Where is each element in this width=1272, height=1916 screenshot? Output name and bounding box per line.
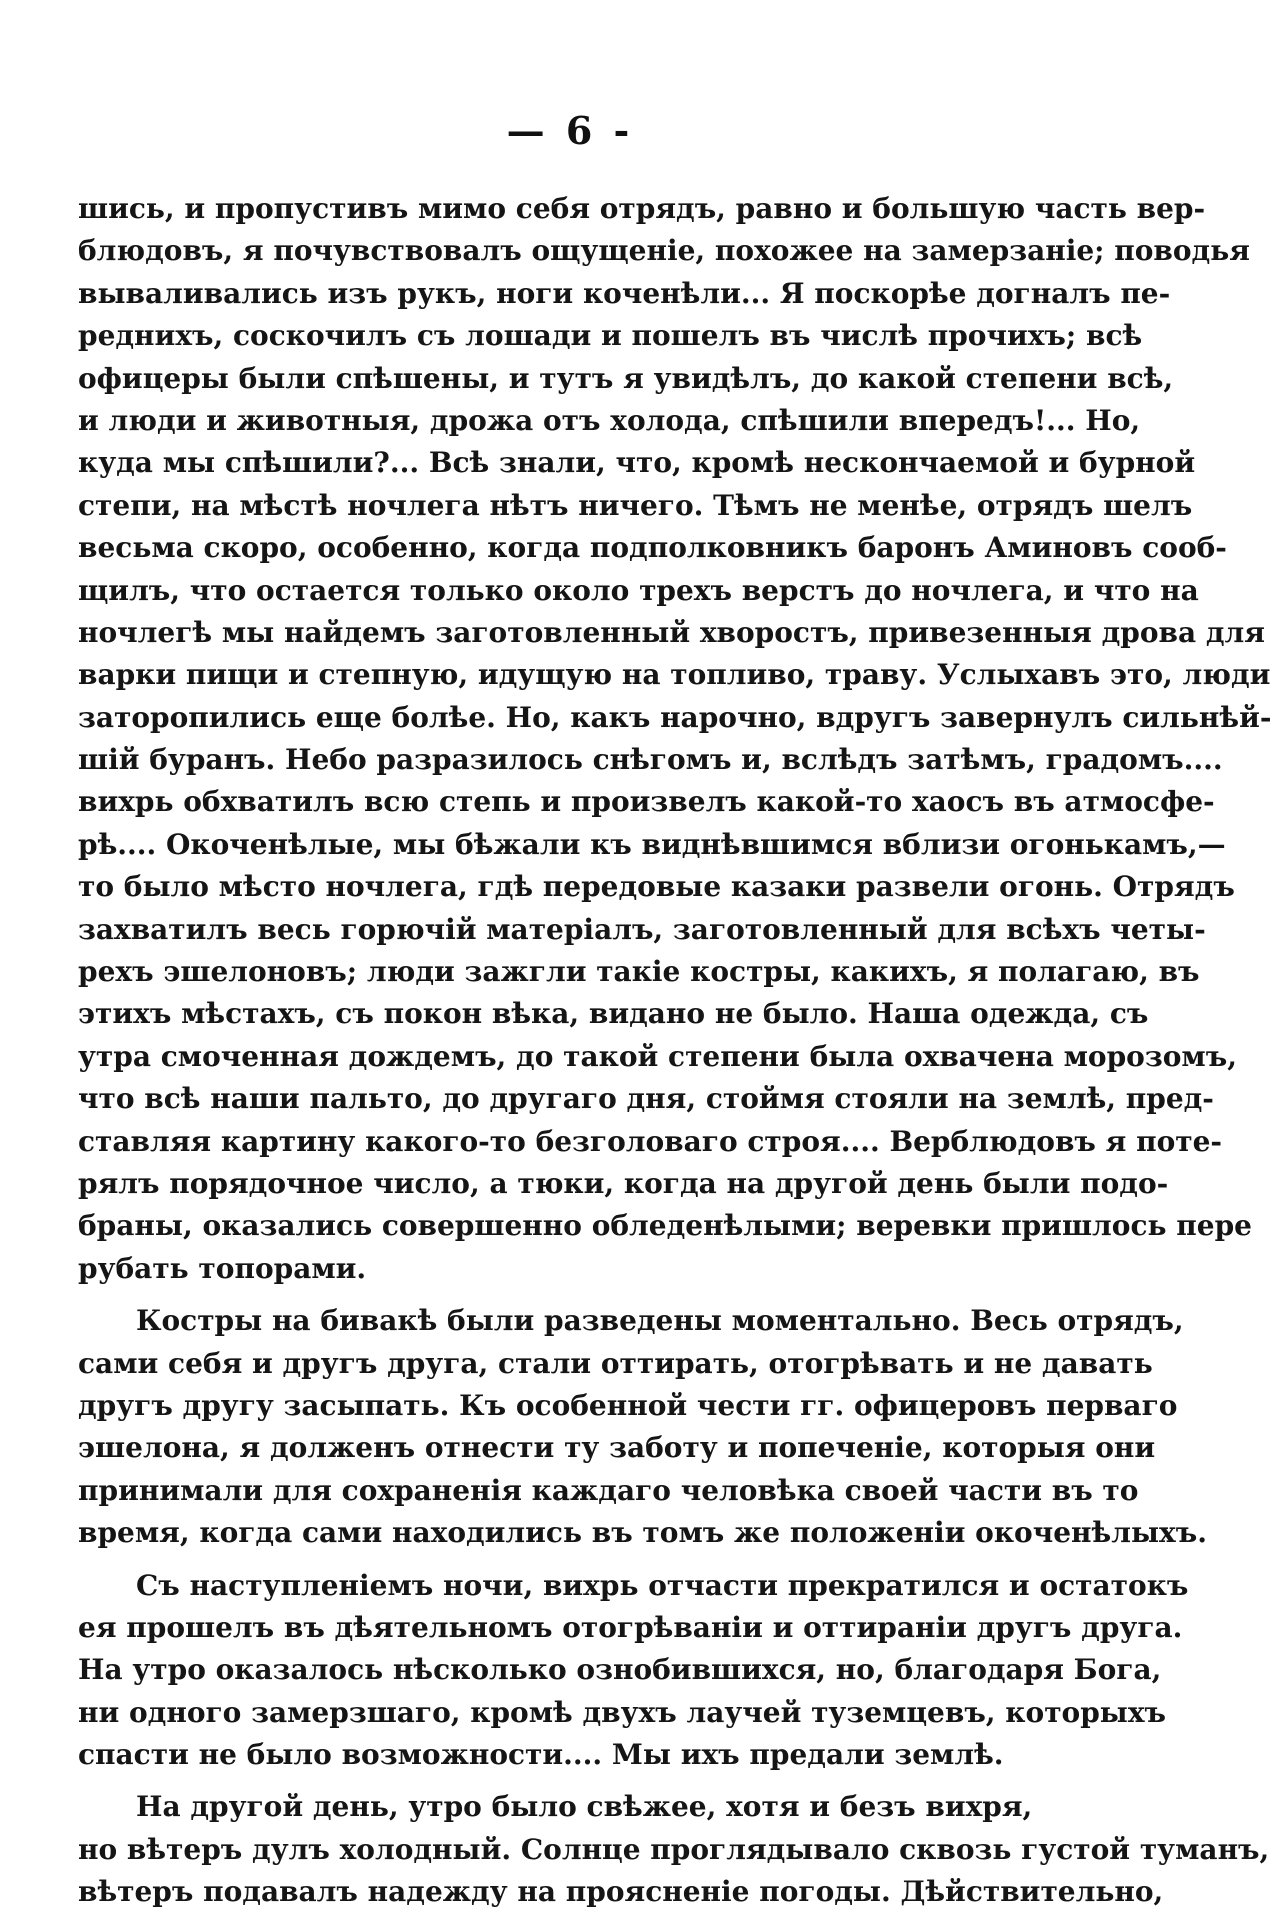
text-line: время, когда сами находились въ томъ же положеніи окоченѣлыхъ. [78, 1516, 1207, 1550]
text-line: захватилъ весь горючій матеріалъ, заготовленный для всѣхъ четы- [78, 912, 1206, 946]
text-line: рѣ.... Окоченѣлые, мы бѣжали къ виднѣвшимся вблизи огонькамъ,— [78, 827, 1226, 861]
text-line: рехъ эшелоновъ; люди зажгли такіе костры, какихъ, я полагаю, въ [78, 955, 1200, 989]
paragraph-spacing [78, 1776, 1028, 1786]
text-line: реднихъ, соскочилъ съ лошади и пошелъ въ числѣ прочихъ; всѣ [78, 319, 1143, 353]
text-line: офицеры были спѣшены, и тутъ я увидѣлъ, до какой степени всѣ, [78, 361, 1174, 395]
text-line: сами себя и другъ друга, стали оттирать, отогрѣвать и не давать [78, 1346, 1153, 1380]
text-line: рубать топорами. [78, 1251, 367, 1285]
text-line: рялъ порядочное число, а тюки, когда на другой день были подо- [78, 1166, 1169, 1200]
paragraph [78, 1300, 1207, 1554]
text-line: ночлегѣ мы найдемъ заготовленный хворостъ, привезенныя дрова для [78, 615, 1265, 649]
text-line: ни одного замерзшаго, кромѣ двухъ лаучей туземцевъ, которыхъ [78, 1695, 1167, 1729]
text-line: щилъ, что остается только около трехъ верстъ до ночлега, и что на [78, 573, 1199, 607]
text-line: Съ наступленіемъ ночи, вихрь отчасти прекратился и остатокъ [136, 1568, 1189, 1602]
text-line: и люди и животныя, дрожа отъ холода, спѣшили впередъ!... Но, [78, 403, 1141, 437]
text-line: эшелона, я долженъ отнести ту заботу и попеченіе, которыя они [78, 1431, 1156, 1465]
text-line: ея прошелъ въ дѣятельномъ отогрѣваніи и оттираніи другъ друга. [78, 1610, 1183, 1644]
text-line: другъ другу засыпать. Къ особенной чести гг. офицеровъ перваго [78, 1388, 1178, 1422]
page-number: — 6 - [506, 108, 634, 153]
text-line: шій буранъ. Небо разразилось снѣгомъ и, вслѣдъ затѣмъ, градомъ.... [78, 743, 1223, 777]
text-line: спасти не было возможности.... Мы ихъ предали землѣ. [78, 1738, 1004, 1772]
text-line: ставляя картину какого-то безголоваго строя.... Верблюдовъ я поте- [78, 1124, 1223, 1158]
text-line: степи, на мѣстѣ ночлега нѣтъ ничего. Тѣмъ не менѣе, отрядъ шелъ [78, 488, 1193, 522]
text-line: этихъ мѣстахъ, съ покон вѣка, видано не было. Наша одежда, съ [78, 997, 1149, 1031]
text-line: вихрь обхватилъ всю степь и произвелъ какой-то хаосъ въ атмосфе- [78, 785, 1215, 819]
paragraph [78, 1786, 1270, 1913]
body-text [78, 188, 1272, 1914]
text-line: На утро оказалось нѣсколько ознобившихся, но, благодаря Бога, [78, 1653, 1162, 1687]
text-line: браны, оказались совершенно обледенѣлыми; веревки пришлось пере [78, 1209, 1252, 1243]
text-line: то было мѣсто ночлега, гдѣ передовые казаки развели огонь. Отрядъ [78, 870, 1235, 904]
paragraph-spacing [78, 1290, 1028, 1300]
text-line: вѣтеръ подавалъ надежду на проясненіе погоды. Дѣйствительно, [78, 1875, 1164, 1909]
text-line: заторопились еще болѣе. Но, какъ нарочно, вдругъ завернулъ сильнѣй- [78, 700, 1272, 734]
text-line: принимали для сохраненія каждаго человѣка своей части въ то [78, 1473, 1139, 1507]
text-line: Костры на бивакѣ были разведены моментально. Весь отрядъ, [136, 1304, 1184, 1338]
paragraph-spacing [78, 1555, 1028, 1565]
text-line: варки пищи и степную, идущую на топливо, траву. Услыхавъ это, люди [78, 658, 1271, 692]
paragraph [78, 1565, 1189, 1777]
text-line: весьма скоро, особенно, когда подполковникъ баронъ Аминовъ сооб- [78, 531, 1227, 565]
text-line: шись, и пропустивъ мимо себя отрядъ, равно и большую часть вер- [78, 192, 1206, 225]
text-line: На другой день, утро было свѣжее, хотя и безъ вихря, [136, 1790, 1033, 1824]
text-line: но вѣтеръ дулъ холодный. Солнце проглядывало сквозь густой туманъ, [78, 1832, 1270, 1866]
paragraph [78, 188, 1272, 1290]
text-line: куда мы спѣшили?... Всѣ знали, что, кромѣ нескончаемой и бурной [78, 446, 1196, 480]
text-line: что всѣ наши пальто, до другаго дня, стоймя стояли на землѣ, пред- [78, 1082, 1214, 1116]
text-line: блюдовъ, я почувствовалъ ощущеніе, похожее на замерзаніе; поводья [78, 234, 1250, 268]
text-line: утра смоченная дождемъ, до такой степени была охвачена морозомъ, [78, 1039, 1237, 1073]
text-line: вываливались изъ рукъ, ноги коченѣли... Я поскорѣе догналъ пе- [78, 276, 1171, 310]
